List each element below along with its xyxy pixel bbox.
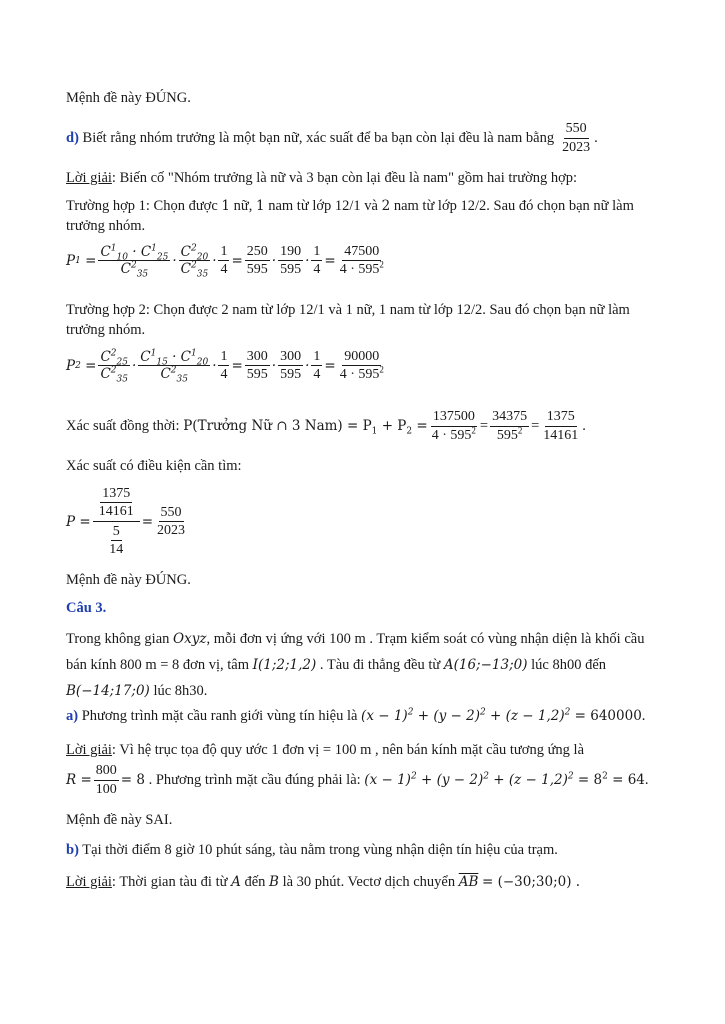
solution-d-intro: Lời giải: Biến cố "Nhóm trưởng là nữ và 3 bạn còn lại đều là nam" gồm hai trường hợp: xyxy=(66,170,578,186)
question-3-heading: Câu 3. xyxy=(66,600,107,616)
statement-b: b) Tại thời điểm 8 giờ 10 phút sáng, tàu nằm trong vùng nhận diện tín hiệu của trạm. xyxy=(66,842,558,858)
conclusion-false: Mệnh đề này SAI. xyxy=(66,812,173,828)
formula-p2: P 2 = $\frac{C^2_{25}}{C^2_{35}}$ · $\frac{C^1_{15} \cdot C^1_{20}}{C^2_{35}}$ · $\frac{1}{4}$ = $\frac{300}{595}$ · $\frac{300}{595}$ · $\frac{1}{4}$ = $\frac{90000}{4 \cdot 595^2}$ xyxy=(66,348,384,386)
conditional-probability-label: Xác suất có điều kiện cần tìm: xyxy=(66,458,242,474)
joint-probability: Xác suất đồng thời: P(Trưởng Nữ ∩ 3 $Nam) = P_1 + P_2$ = $\frac{137500}{4 \cdot 595^2}$ = $\frac{34375}{595^2}$ = $\frac{1375}{14161}$ . xyxy=(66,409,586,443)
solution-a-line2: R = $\frac{800}{100}$ = 8 . Phương trình mặt cầu đúng phải là: $(x - 1)^2 + (y - 2)^2 + (z - 1,2)^2 = 8^2 = 64$ . xyxy=(66,763,649,797)
solution-b: Lời giải: Thời gian tàu đi từ A đến B là 30 phút. Vectơ dịch chuyển $\overline{AB}$ = (−30;30;0) . xyxy=(66,874,581,890)
formula-p1: P 1 = $\frac{C^1_{10} \cdot C^1_{25}}{C^2_{35}}$ · $\frac{C^2_{20}}{C^2_{35}}$ · $\frac{1}{4}$ = $\frac{250}{595}$ · $\frac{190}{595}$ · $\frac{1}{4}$ = $\frac{47500}{4 \cdot 595^2}$ xyxy=(66,243,384,281)
conclusion-true-2: Mệnh đề này ĐÚNG. xyxy=(66,572,191,588)
formula-conditional-p: P = $\frac{\frac{1375}{14161}}{\frac{5}{14}}$ = $\frac{550}{2023}$ xyxy=(66,486,185,558)
statement-a: a) Phương trình mặt cầu ranh giới vùng tín hiệu là $(x - 1)^2 + (y - 2)^2 + (z - 1,2)^2 = 640000$. xyxy=(66,707,646,724)
conclusion-true-1: Mệnh đề này ĐÚNG. xyxy=(66,90,191,106)
case-1-text: Trường hợp 1: Chọn được 1 nữ, 1 nam từ lớp 12/1 và 2 nam từ lớp 12/2. Sau đó chọn bạn nữ làm trưởng nhóm. xyxy=(66,198,634,234)
fraction-550-2023: $\frac{550}{2023}$ xyxy=(562,121,591,155)
case-2-text: Trường hợp 2: Chọn được 2 nam từ lớp 12/1 và 1 nữ, 1 nam từ lớp 12/2. Sau đó chọn bạn nữ làm trưởng nhóm. xyxy=(66,302,630,338)
statement-d: d) Biết rằng nhóm trưởng là một bạn nữ, xác suất để ba bạn còn lại đều là nam bằng $\frac{550}{2023}$ . xyxy=(66,121,598,155)
question-3-intro: Trong không gian Oxyz, mỗi đơn vị ứng với 100 m . Trạm kiểm soát có vùng nhận diện là khối cầu bán kính 800 m = 8 đơn vị, tâm I(1;2;1,2) . Tàu đi thẳng đều từ A(16;−13;0) lúc 8h00 đến B(−14;17;0) lúc 8h30. xyxy=(66,631,645,699)
solution-a-line1: Lời giải: Vì hệ trục tọa độ quy ước 1 đơn vị = 100 m , nên bán kính mặt cầu tương ứng là xyxy=(66,742,585,758)
